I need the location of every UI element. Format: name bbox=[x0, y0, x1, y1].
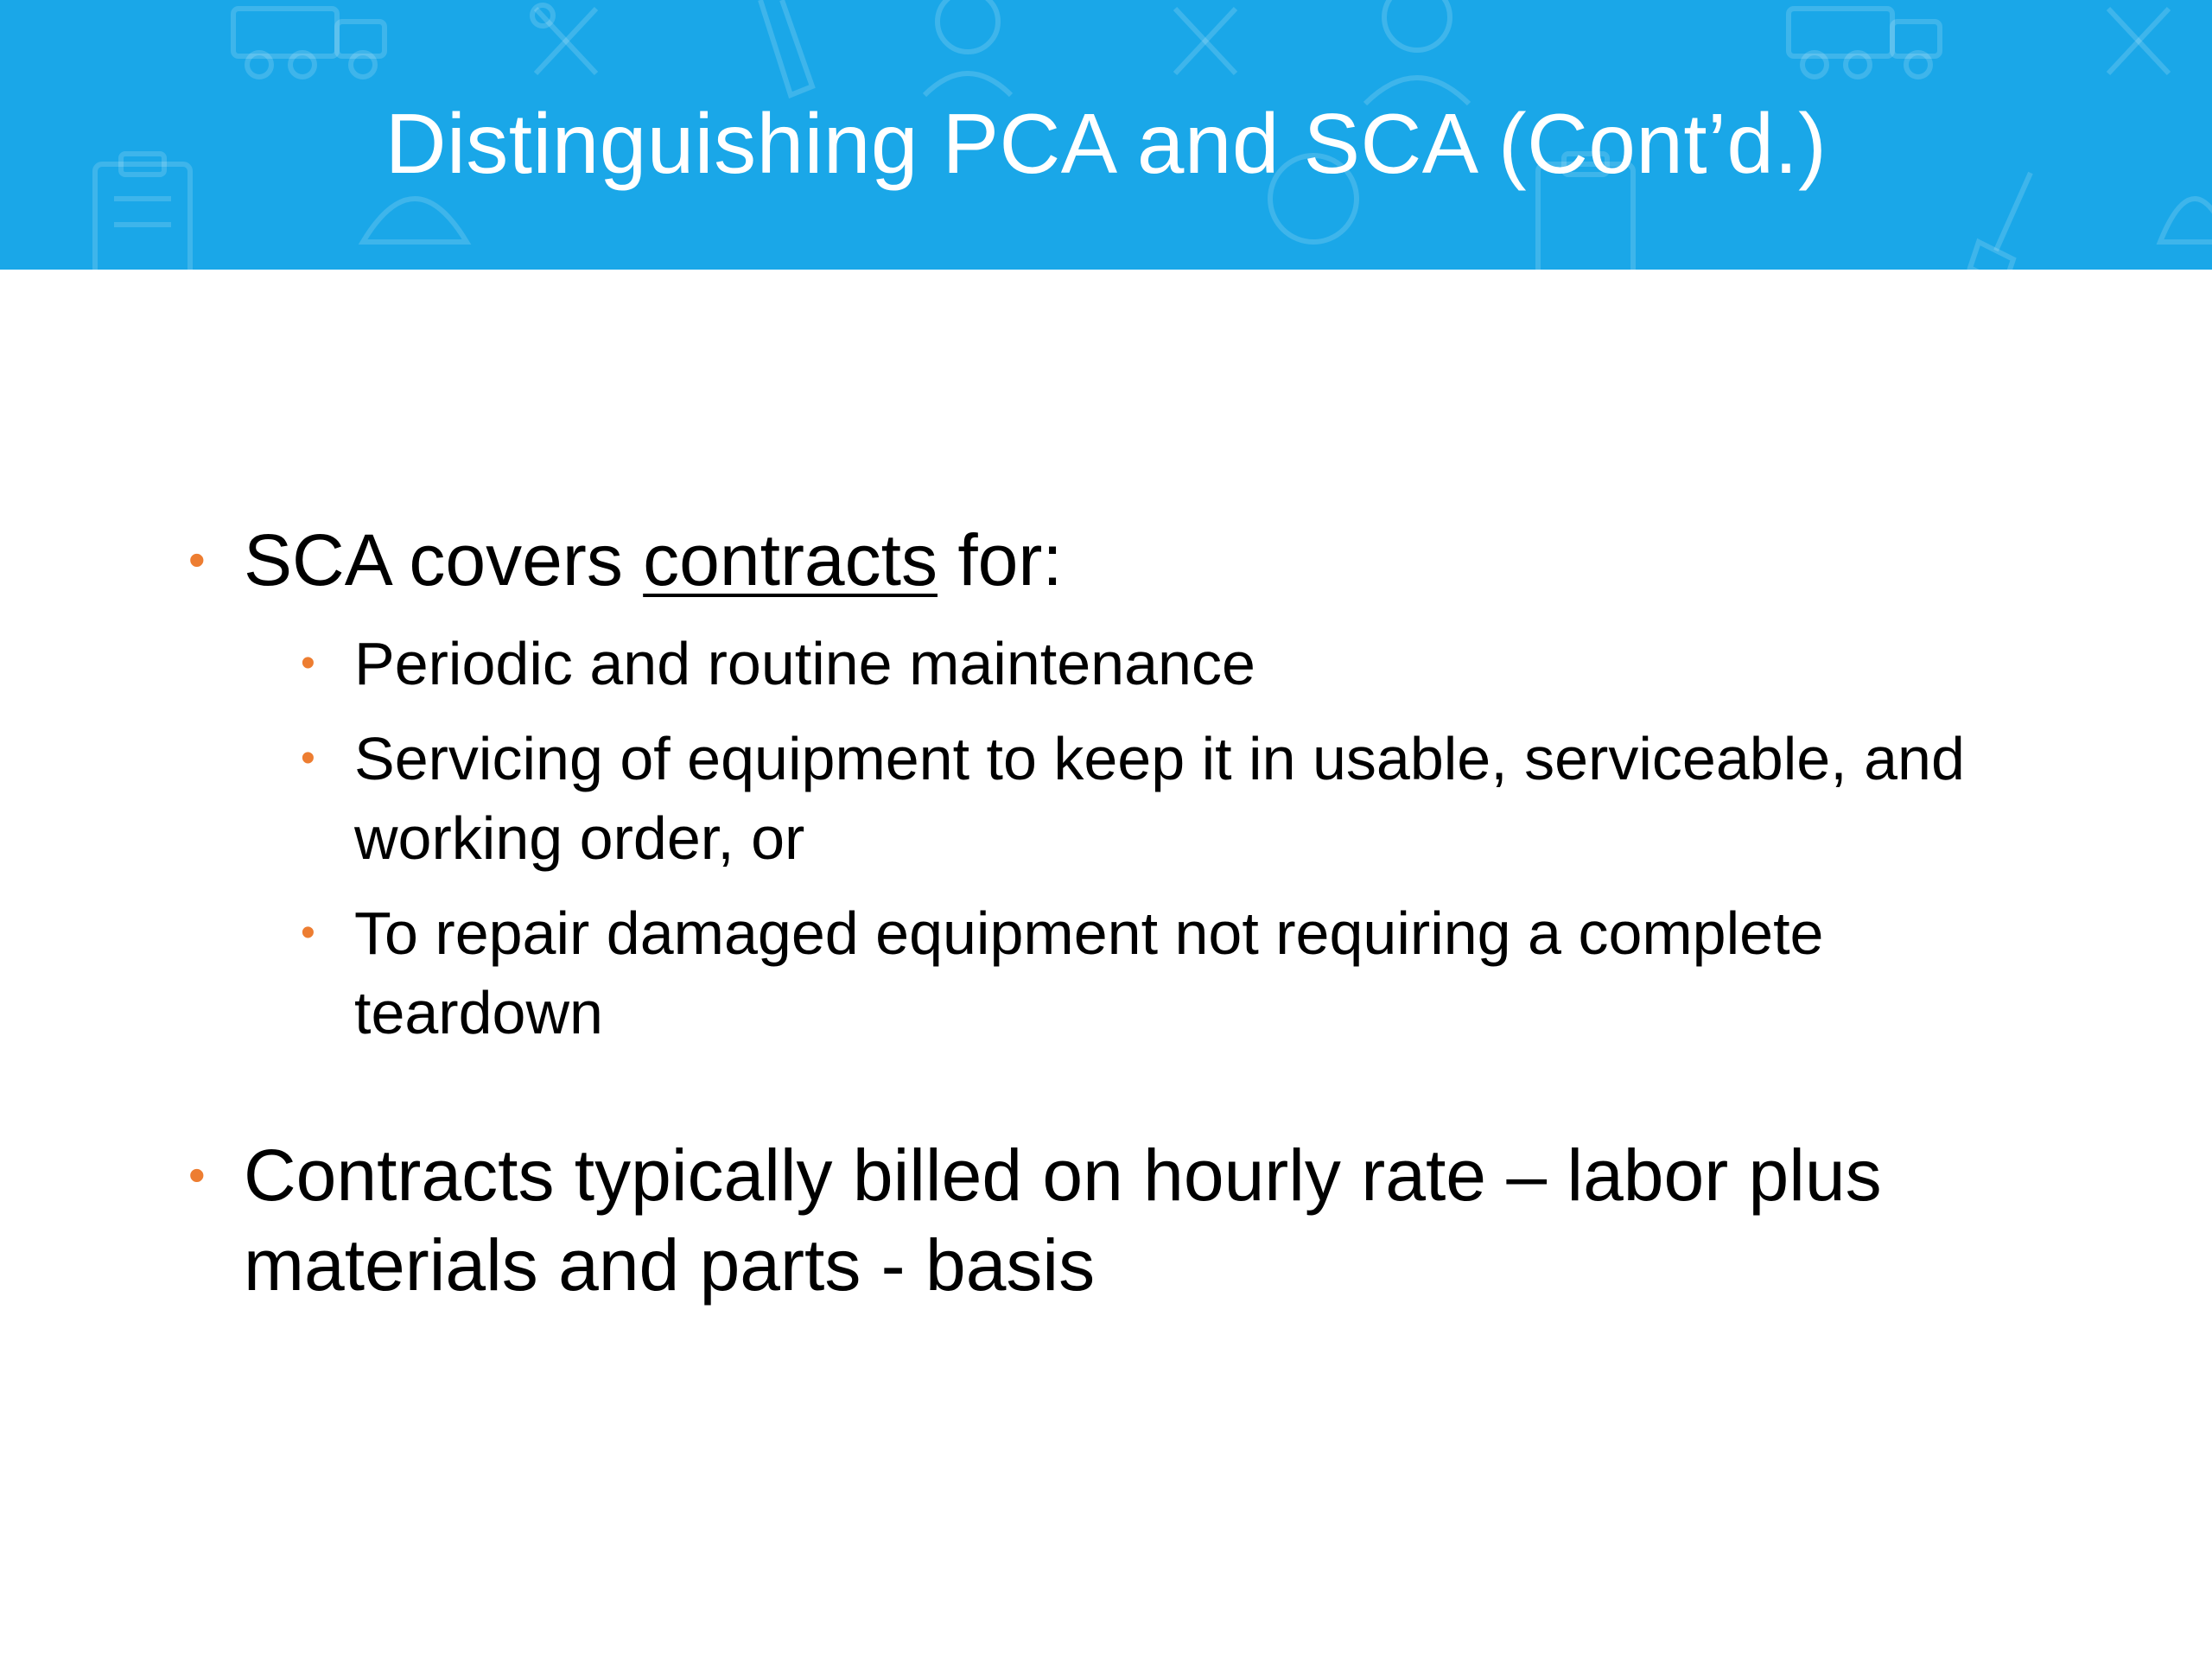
slide-title: Distinguishing PCA and SCA (Cont’d.) bbox=[385, 95, 1827, 191]
bullet-text-pre: SCA covers bbox=[244, 519, 644, 601]
bullet-dot-icon: • bbox=[188, 532, 206, 587]
bullet-sca-covers bbox=[188, 515, 1063, 605]
sub-bullet-text: Servicing of equipment to keep it in usable, serviceable, and working order, or bbox=[354, 725, 1965, 872]
sub-bullet-text: Periodic and routine maintenance bbox=[354, 630, 1255, 697]
bullet-text-post: for: bbox=[937, 519, 1063, 601]
underlined-word: contracts bbox=[643, 519, 938, 601]
bullet-dot-icon: • bbox=[188, 1147, 206, 1202]
sub-bullet-periodic bbox=[301, 624, 2048, 703]
sub-bullet-servicing bbox=[301, 719, 2048, 878]
bullet-contracts-billed bbox=[188, 1130, 1937, 1310]
bullet-dot-icon: • bbox=[301, 910, 315, 956]
bullet-dot-icon: • bbox=[301, 735, 315, 781]
bullet-dot-icon: • bbox=[301, 640, 315, 686]
sub-bullet-text: To repair damaged equipment not requiring a complete teardown bbox=[354, 899, 1824, 1046]
sub-bullet-repair bbox=[301, 893, 2048, 1052]
bullet-text: Contracts typically billed on hourly rate – labor plus materials and parts - basis bbox=[244, 1135, 1882, 1306]
